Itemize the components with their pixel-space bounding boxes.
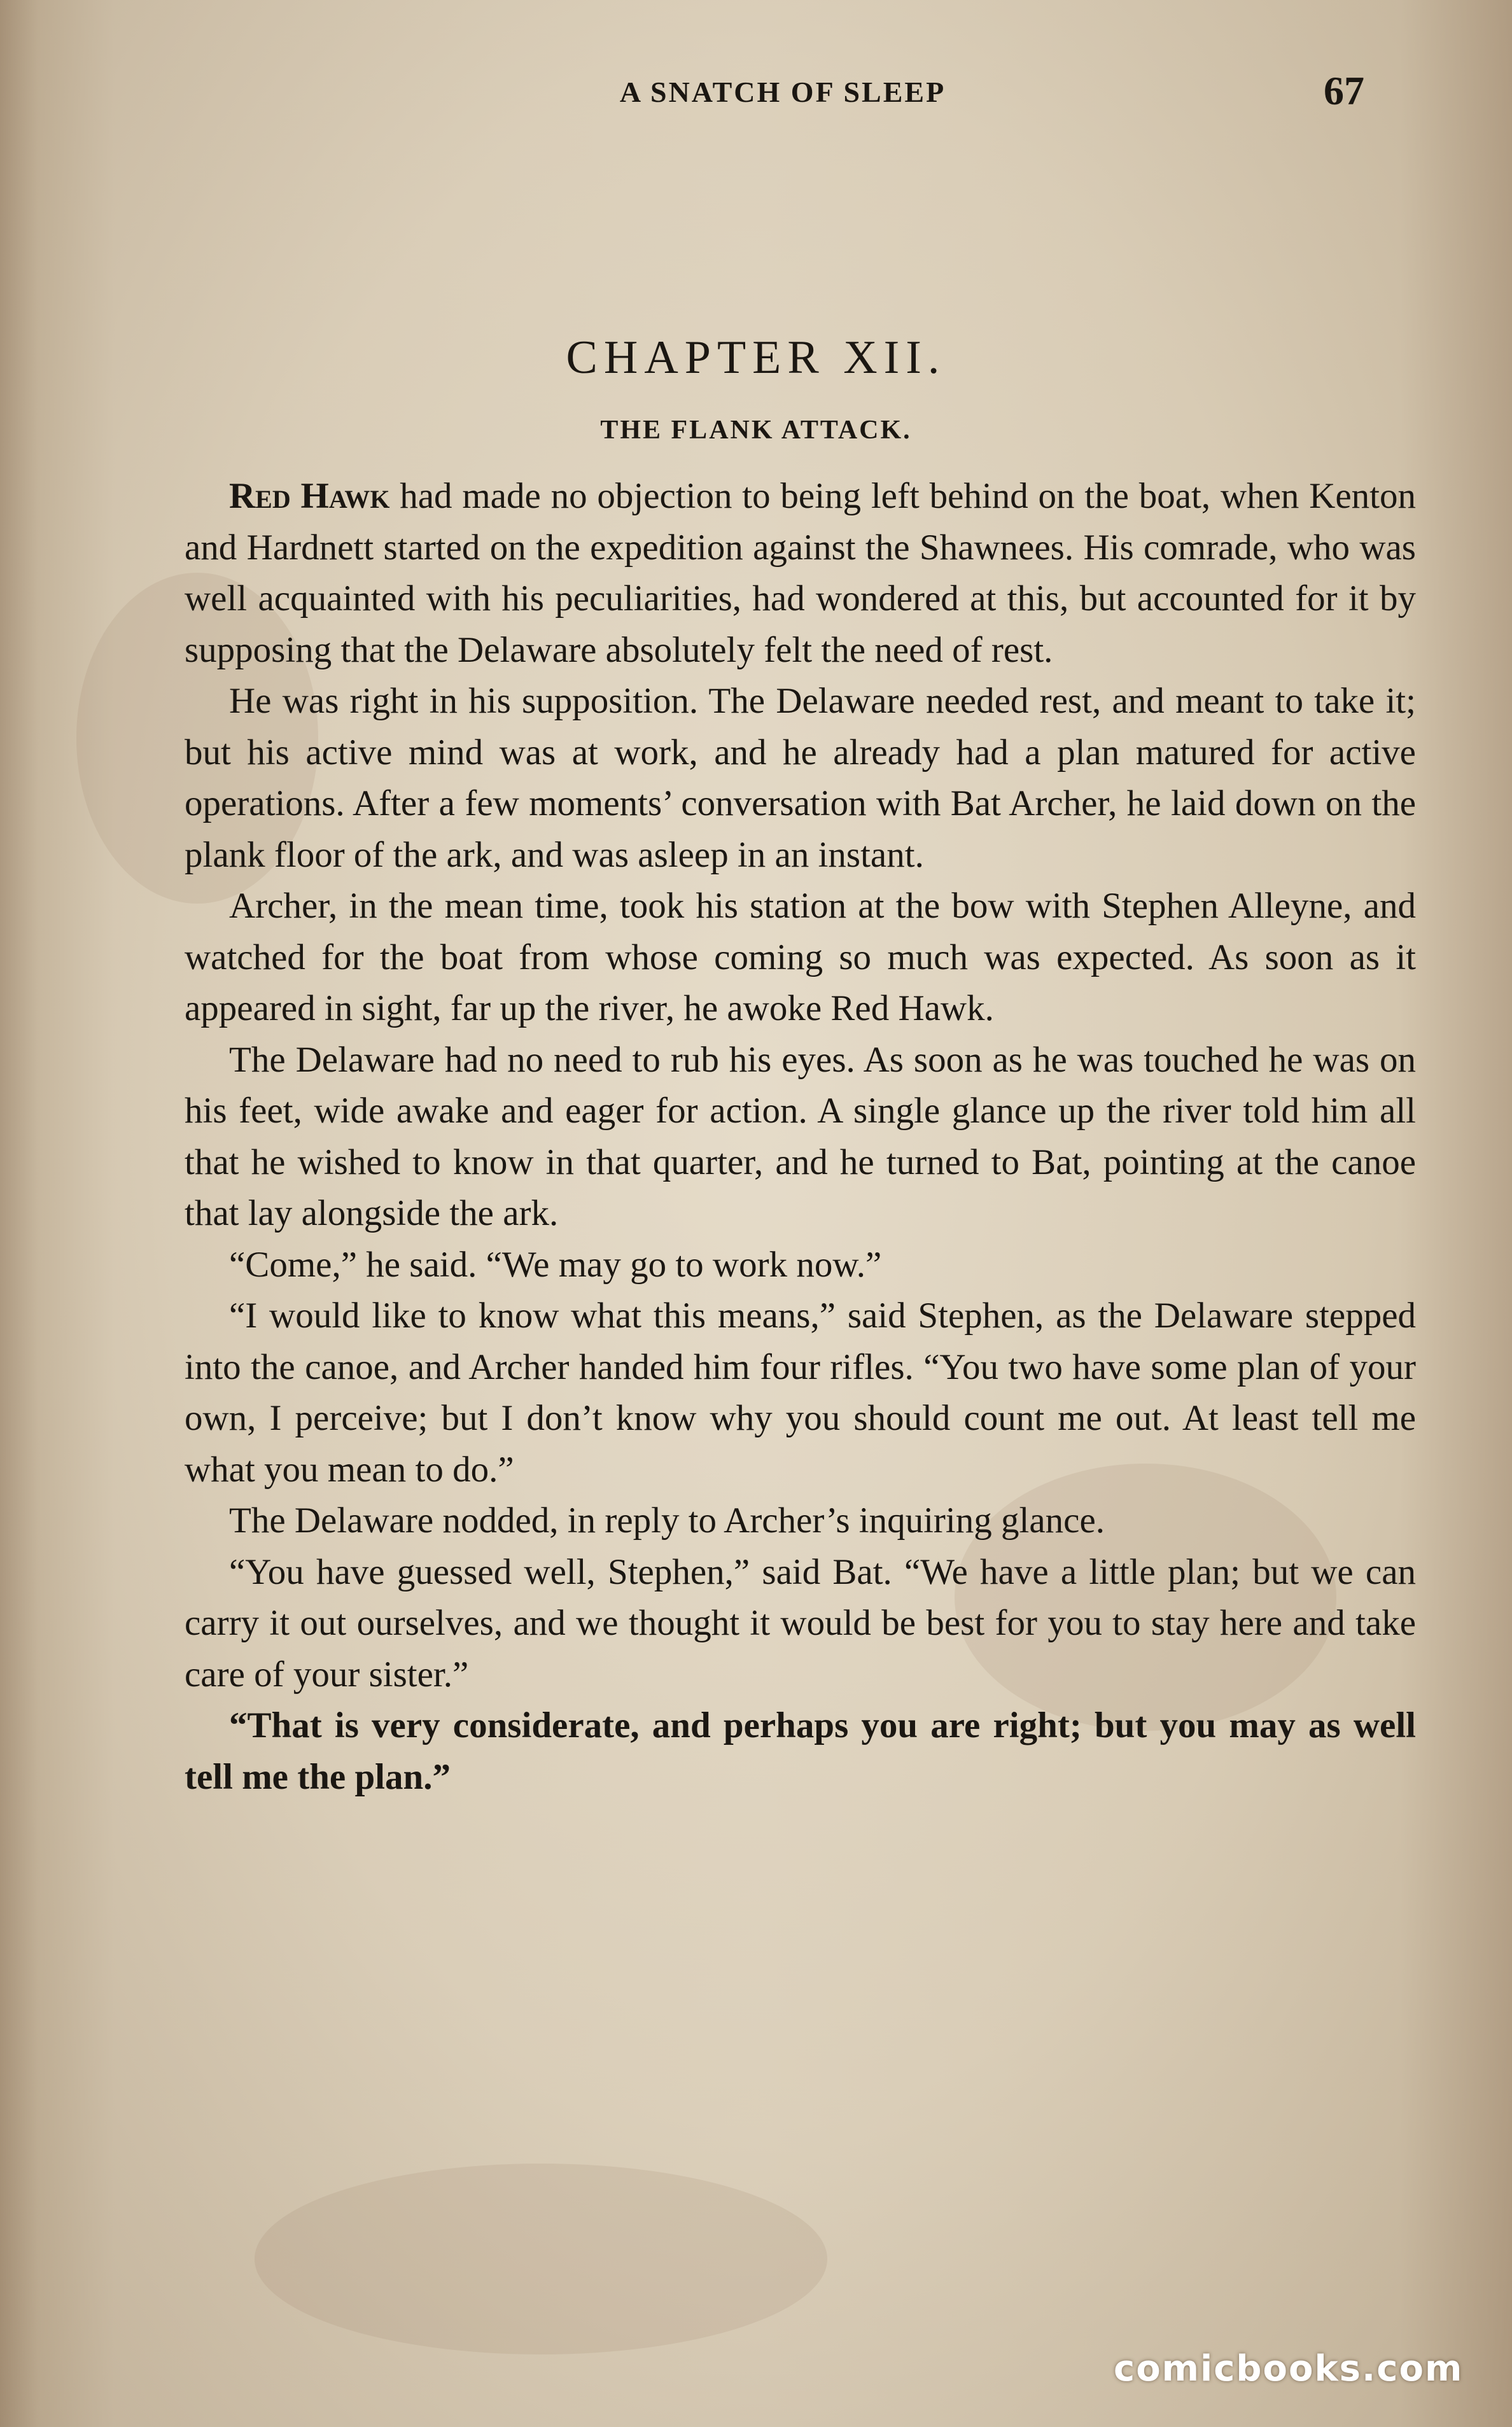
paragraph	[185, 1240, 1416, 1291]
paragraph-text: had made no objection to being left behind on the boat, when Kenton and Hardnett started on the expedition against the Shawnees. His comrade, who was well acquainted with his peculiarities, had wondered at this, but accounted for it by supposing that the Delaware absolutely felt the need of rest.	[185, 476, 1416, 670]
paragraph-text: Archer, in the mean time, took his station at the bow with Stephen Alleyne, and watched for the boat from whose coming so much was expected. As soon as it appeared in sight, far up the river, he awoke Red Hawk.	[185, 886, 1416, 1028]
paragraph-text: “That is very considerate, and perhaps you are right; but you may as well tell me the plan.”	[185, 1705, 1416, 1797]
paragraph-text: The Delaware nodded, in reply to Archer’s inquiring glance.	[229, 1500, 1105, 1541]
paper-stain	[255, 2164, 827, 2354]
paragraph-lead: Red Hawk	[229, 476, 390, 516]
paragraph-text: “Come,” he said. “We may go to work now.”	[229, 1244, 882, 1285]
chapter-title: CHAPTER XII.	[566, 332, 946, 384]
page-number: 67	[1324, 68, 1364, 113]
chapter-subtitle: THE FLANK ATTACK.	[600, 416, 912, 445]
paragraph-text: “You have guessed well, Stephen,” said Bat. “We have a little plan; but we can carry it out ourselves, and we thought it would be best for you to stay here and take care of your sister.”	[185, 1551, 1416, 1695]
paragraph	[185, 676, 1416, 881]
body-text	[185, 471, 1416, 1803]
watermark: comicbooks.com	[1114, 2348, 1464, 2389]
paragraph	[185, 1700, 1416, 1803]
paragraph-text: He was right in his supposition. The Delaware needed rest, and meant to take it; but his active mind was at work, and he already had a plan matured for active operations. After a few moments’ conversation with Bat Archer, he laid down on the plank floor of the ark, and was asleep in an instant.	[185, 681, 1416, 875]
paragraph	[185, 881, 1416, 1035]
paragraph	[185, 1547, 1416, 1701]
running-head	[0, 68, 1512, 120]
running-title: A SNATCH OF SLEEP	[619, 76, 946, 108]
paragraph	[185, 1290, 1416, 1495]
paragraph	[185, 471, 1416, 676]
paragraph	[185, 1035, 1416, 1240]
paragraph	[185, 1495, 1416, 1547]
paragraph-text: “I would like to know what this means,” said Stephen, as the Delaware stepped into the canoe, and Archer handed him four rifles. “You two have some plan of your own, I perceive; but I don’t know why you should count me out. At least tell me what you mean to do.”	[185, 1296, 1416, 1490]
paragraph-text: The Delaware had no need to rub his eyes. As soon as he was touched he was on his feet, wide awake and eager for action. A single glance up the river told him all that he wished to know in that quarter, and he turned to Bat, pointing at the canoe that lay alongside the ark.	[185, 1039, 1416, 1233]
